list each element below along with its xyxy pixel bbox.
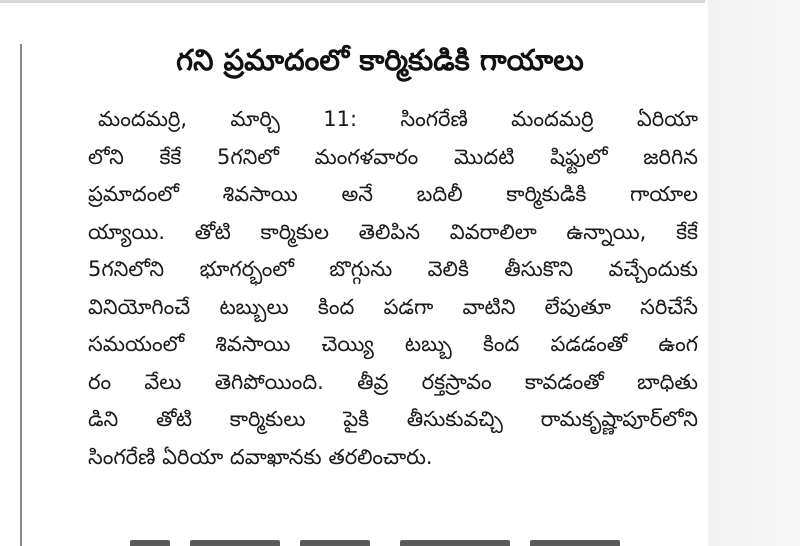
cut-off-glyph (400, 540, 510, 546)
body-line: సింగరేణి ఏరియా దవాఖానకు తరలించారు. (88, 444, 433, 469)
body-line: లోని కేకే 5గనిలో మంగళవారం మొదటి షిఫ్టులో జరిగిన (88, 144, 698, 169)
cut-off-next-line (130, 538, 650, 546)
body-line: డిని తోటి కార్మికులు పైకి తీసుకువచ్చి రామకృష్ణాపూర్‌లోని (88, 407, 698, 431)
body-line: 5గనిలోని భూగర్భంలో బొగ్గును వెలికి తీసుకొని వచ్చేందుకు (88, 257, 698, 281)
top-rule (0, 0, 705, 3)
cut-off-glyph (530, 540, 620, 546)
cut-off-glyph (190, 540, 280, 546)
headline: గని ప్రమాదంలో కార్మికుడికి గాయాలు (176, 43, 584, 77)
body-line: మందమర్రి, మార్చి 11: సింగరేణి మందమర్రి ఏరియా (98, 107, 698, 131)
cut-off-glyph (130, 540, 170, 546)
body-line: సమయంలో శివసాయి చెయ్యి టబ్బు కింద పడడంతో ఉంగ (88, 332, 698, 356)
body-line: రం వేలు తెగిపోయింది. తీవ్ర రక్తస్రావం కావడంతో బాధితు (88, 369, 698, 394)
cut-off-glyph (300, 540, 370, 546)
body-line: ప్రమాదంలో శివసాయి అనే బదిలీ కార్మికుడికి గాయాల (88, 182, 698, 206)
body-line: య్యాయి. తోటి కార్మికుల తెలిపిన వివరాలిలా ఉన్నాయి, కేకే (88, 219, 698, 244)
page-margin (708, 0, 800, 546)
article-body (88, 101, 698, 476)
body-line: వినియోగించే టబ్బులు కింద పడగా వాటిని లేపుతూ సరిచేసే (88, 294, 698, 319)
column-rule (20, 44, 22, 546)
